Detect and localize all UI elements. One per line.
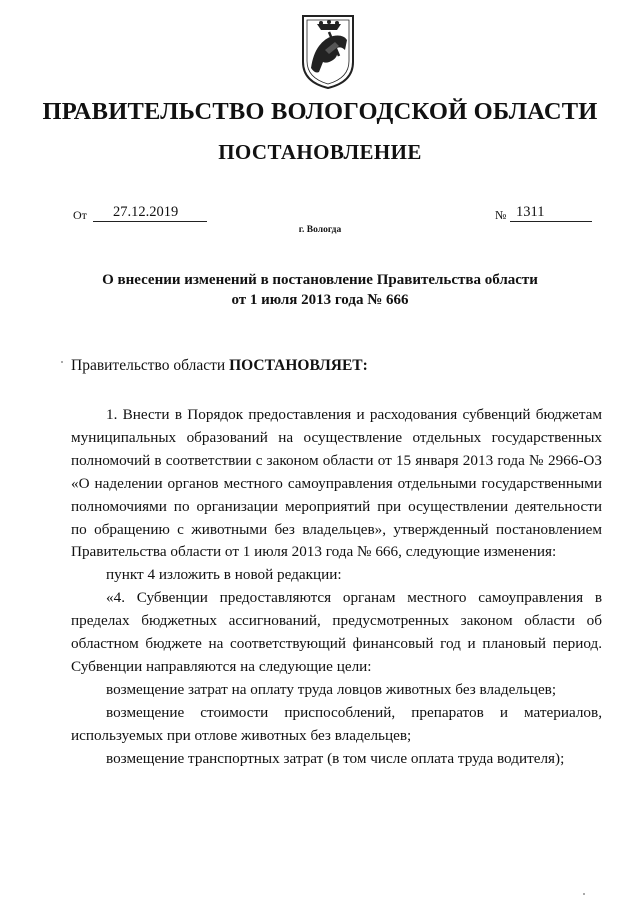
resolution-intro <box>71 357 368 375</box>
paragraph-4: возмещение затрат на оплату труда ловцов животных без владельцев; <box>106 680 557 698</box>
subject-line-1: О внесении изменений в постановление Правительства области <box>102 272 538 288</box>
document-type: ПОСТАНОВЛЕНИЕ <box>218 140 422 164</box>
scan-speck <box>583 893 585 895</box>
city: г. Вологда <box>298 225 342 235</box>
document-subject <box>0 270 640 310</box>
paragraph-5: возмещение стоимости приспособлений, препаратов и материалов, используемых при отлове животных без владельцев; <box>71 703 602 744</box>
document-body <box>71 404 602 771</box>
paragraph-1: 1. Внести в Порядок предоставления и расходования субвенций бюджетам муниципальных образований на осуществление отдельных государственных полномочий в соответствии с законом области от 15 января 2013 года № 2966-ОЗ «О наделении органов местного самоуправления отдельными государственными полномочиями по организации мероприятий при осуществлении деятельности по обращению с животными без владельцев», утвержденный постановлением Правительства области от 1 июля 2013 года № 666, следующие изменения: <box>71 406 602 561</box>
date-label: От <box>73 208 87 222</box>
subject-line-2: от 1 июля 2013 года № 666 <box>231 292 409 308</box>
organization-title: ПРАВИТЕЛЬСТВО ВОЛОГОДСКОЙ ОБЛАСТИ <box>42 98 598 125</box>
vologda-coat-of-arms-icon <box>299 10 357 92</box>
number-label: № <box>495 208 507 222</box>
paragraph-3: «4. Субвенции предоставляются органам местного самоуправления в пределах бюджетных ассигнований, предусмотренных законом области об областном бюджете на соответствующий финансовый год и плановый период. Субвенции направляются на следующие цели: <box>71 589 602 675</box>
paragraph-2: пункт 4 изложить в новой редакции: <box>106 566 342 584</box>
resolution-keyword: ПОСТАНОВЛЯЕТ: <box>229 357 368 374</box>
resolution-prefix: Правительство области <box>71 357 230 374</box>
document-number: 1311 <box>510 204 592 222</box>
document-date: 27.12.2019 <box>93 204 207 222</box>
paragraph-6: возмещение транспортных затрат (в том числе оплата труда водителя); <box>106 749 565 767</box>
scan-speck <box>61 361 63 363</box>
